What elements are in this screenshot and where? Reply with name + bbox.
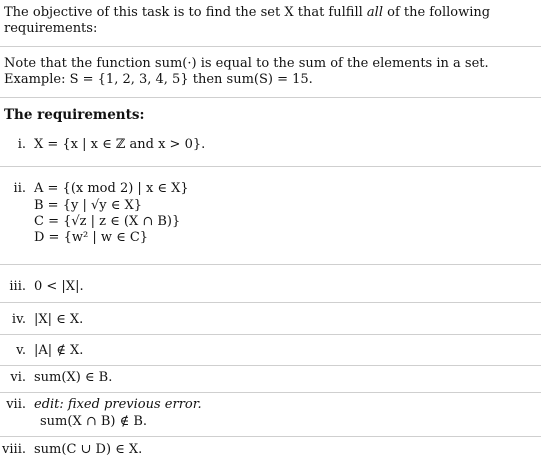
requirement-item	[0, 397, 541, 431]
requirement-number: ii.	[13, 181, 26, 196]
requirement-number: vi.	[10, 370, 26, 385]
requirement-number: iv.	[11, 312, 26, 327]
requirement-item	[0, 312, 541, 328]
set-a-definition: A = {(x mod 2) | x ∈ X}	[34, 181, 189, 196]
requirement-text: |A| ∉ X.	[34, 343, 84, 358]
intro-emphasis-all: all	[366, 5, 383, 20]
requirement-item	[0, 442, 541, 458]
note-line1: Note that the function sum(·) is equal to the sum of the elements in a set.	[4, 56, 489, 71]
intro-line2: requirements:	[4, 21, 98, 36]
requirement-text: X = {x | x ∈ ℤ and x > 0}.	[34, 137, 206, 152]
divider	[0, 264, 541, 265]
divider	[0, 166, 541, 167]
set-b-definition: B = {y | √y ∈ X}	[34, 198, 143, 213]
requirements-heading: The requirements:	[4, 107, 145, 123]
requirement-item	[0, 137, 541, 153]
edit-note: edit: fixed previous error.	[34, 397, 202, 412]
intro-line1-after: of the following	[382, 5, 491, 20]
divider	[0, 436, 541, 437]
set-d-definition: D = {w² | w ∈ C}	[34, 230, 149, 245]
divider	[0, 97, 541, 98]
requirement-text: sum(X ∩ B) ∉ B.	[40, 414, 148, 429]
divider	[0, 46, 541, 47]
requirement-text: sum(X) ∈ B.	[34, 370, 113, 385]
intro-paragraph	[4, 5, 534, 37]
requirement-item	[0, 181, 541, 251]
requirement-item	[0, 343, 541, 359]
set-c-definition: C = {√z | z ∈ (X ∩ B)}	[34, 214, 181, 229]
divider	[0, 392, 541, 393]
requirement-number: v.	[16, 343, 26, 358]
requirement-text: |X| ∈ X.	[34, 312, 84, 327]
requirement-item	[0, 370, 541, 386]
divider	[0, 334, 541, 335]
requirement-number: vii.	[6, 397, 26, 412]
requirement-number: i.	[17, 137, 26, 152]
intro-line1-before: The objective of this task is to find the set X that fulfill	[4, 5, 367, 20]
divider	[0, 302, 541, 303]
requirement-number: iii.	[9, 279, 26, 294]
divider	[0, 365, 541, 366]
requirement-number: viii.	[2, 442, 26, 457]
requirement-text: sum(C ∪ D) ∈ X.	[34, 442, 143, 457]
note-paragraph	[4, 56, 534, 88]
note-line2: Example: S = {1, 2, 3, 4, 5} then sum(S) = 15.	[4, 72, 313, 87]
requirement-text: 0 < |X|.	[34, 279, 84, 294]
requirement-item	[0, 279, 541, 295]
